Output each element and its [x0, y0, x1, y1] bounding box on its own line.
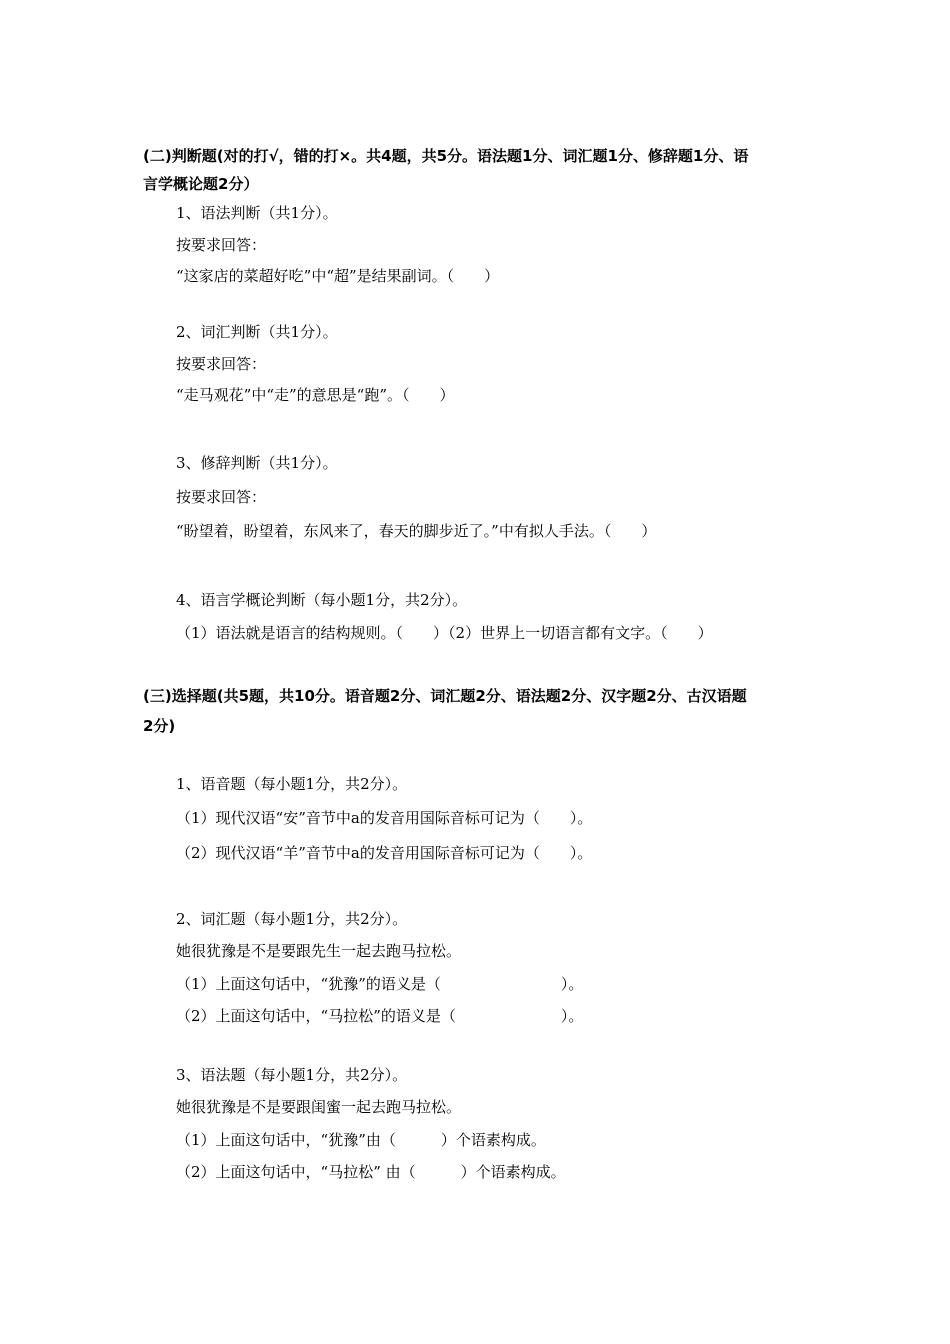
s2-q1-title: 1、语法判断（共1分）。	[176, 204, 338, 222]
s2-q3-title: 3、修辞判断（共1分）。	[176, 454, 338, 472]
s2-q1-statement: “这家店的菜超好吃”中“超”是结果副词。（ ）	[176, 267, 500, 285]
s2-q4-items: （1）语法就是语言的结构规则。（ ）（2）世界上一切语言都有文字。（ ）	[176, 624, 713, 642]
s3-q1-title: 1、语音题（每小题1分，共2分）。	[176, 775, 408, 793]
s3-q2-sentence: 她很犹豫是不是要跟先生一起去跑马拉松。	[176, 942, 462, 960]
s3-q2-item1: （1）上面这句话中，“犹豫”的语义是（ ）。	[176, 975, 584, 993]
s3-q3-sentence: 她很犹豫是不是要跟闺蜜一起去跑马拉松。	[176, 1098, 462, 1116]
s2-q3-prompt: 按要求回答：	[176, 488, 267, 506]
section2-heading-line2: 言学概论题2分）	[143, 175, 259, 193]
section3-heading-line1: (三)选择题(共5题，共10分。语音题2分、词汇题2分、语法题2分、汉字题2分、古汉语题	[143, 687, 747, 705]
s3-q2-item2: （2）上面这句话中，“马拉松”的语义是（ ）。	[176, 1007, 584, 1025]
s2-q2-statement: “走马观花”中“走”的意思是“跑”。（ ）	[176, 386, 455, 404]
s3-q3-title: 3、语法题（每小题1分，共2分）。	[176, 1066, 408, 1084]
s2-q4-title: 4、语言学概论判断（每小题1分，共2分）。	[176, 591, 468, 609]
s3-q3-item1: （1）上面这句话中，“犹豫”由（ ）个语素构成。	[176, 1131, 546, 1149]
s2-q3-statement: “盼望着，盼望着，东风来了，春天的脚步近了。”中有拟人手法。（ ）	[176, 522, 657, 540]
s3-q1-item1: （1）现代汉语“安”音节中a的发音用国际音标可记为（ ）。	[176, 809, 593, 827]
s3-q3-item2: （2）上面这句话中，“马拉松” 由（ ）个语素构成。	[176, 1163, 566, 1181]
section3-heading-line2: 2分)	[143, 717, 176, 735]
s3-q2-title: 2、词汇题（每小题1分，共2分）。	[176, 910, 408, 928]
section2-heading-line1: (二)判断题(对的打√，错的打×。共4题，共5分。语法题1分、词汇题1分、修辞题1分、语	[143, 147, 749, 165]
s3-q1-item2: （2）现代汉语“羊”音节中a的发音用国际音标可记为（ ）。	[176, 844, 593, 862]
s2-q2-prompt: 按要求回答：	[176, 355, 267, 373]
s2-q2-title: 2、词汇判断（共1分）。	[176, 323, 338, 341]
s2-q1-prompt: 按要求回答：	[176, 236, 267, 254]
